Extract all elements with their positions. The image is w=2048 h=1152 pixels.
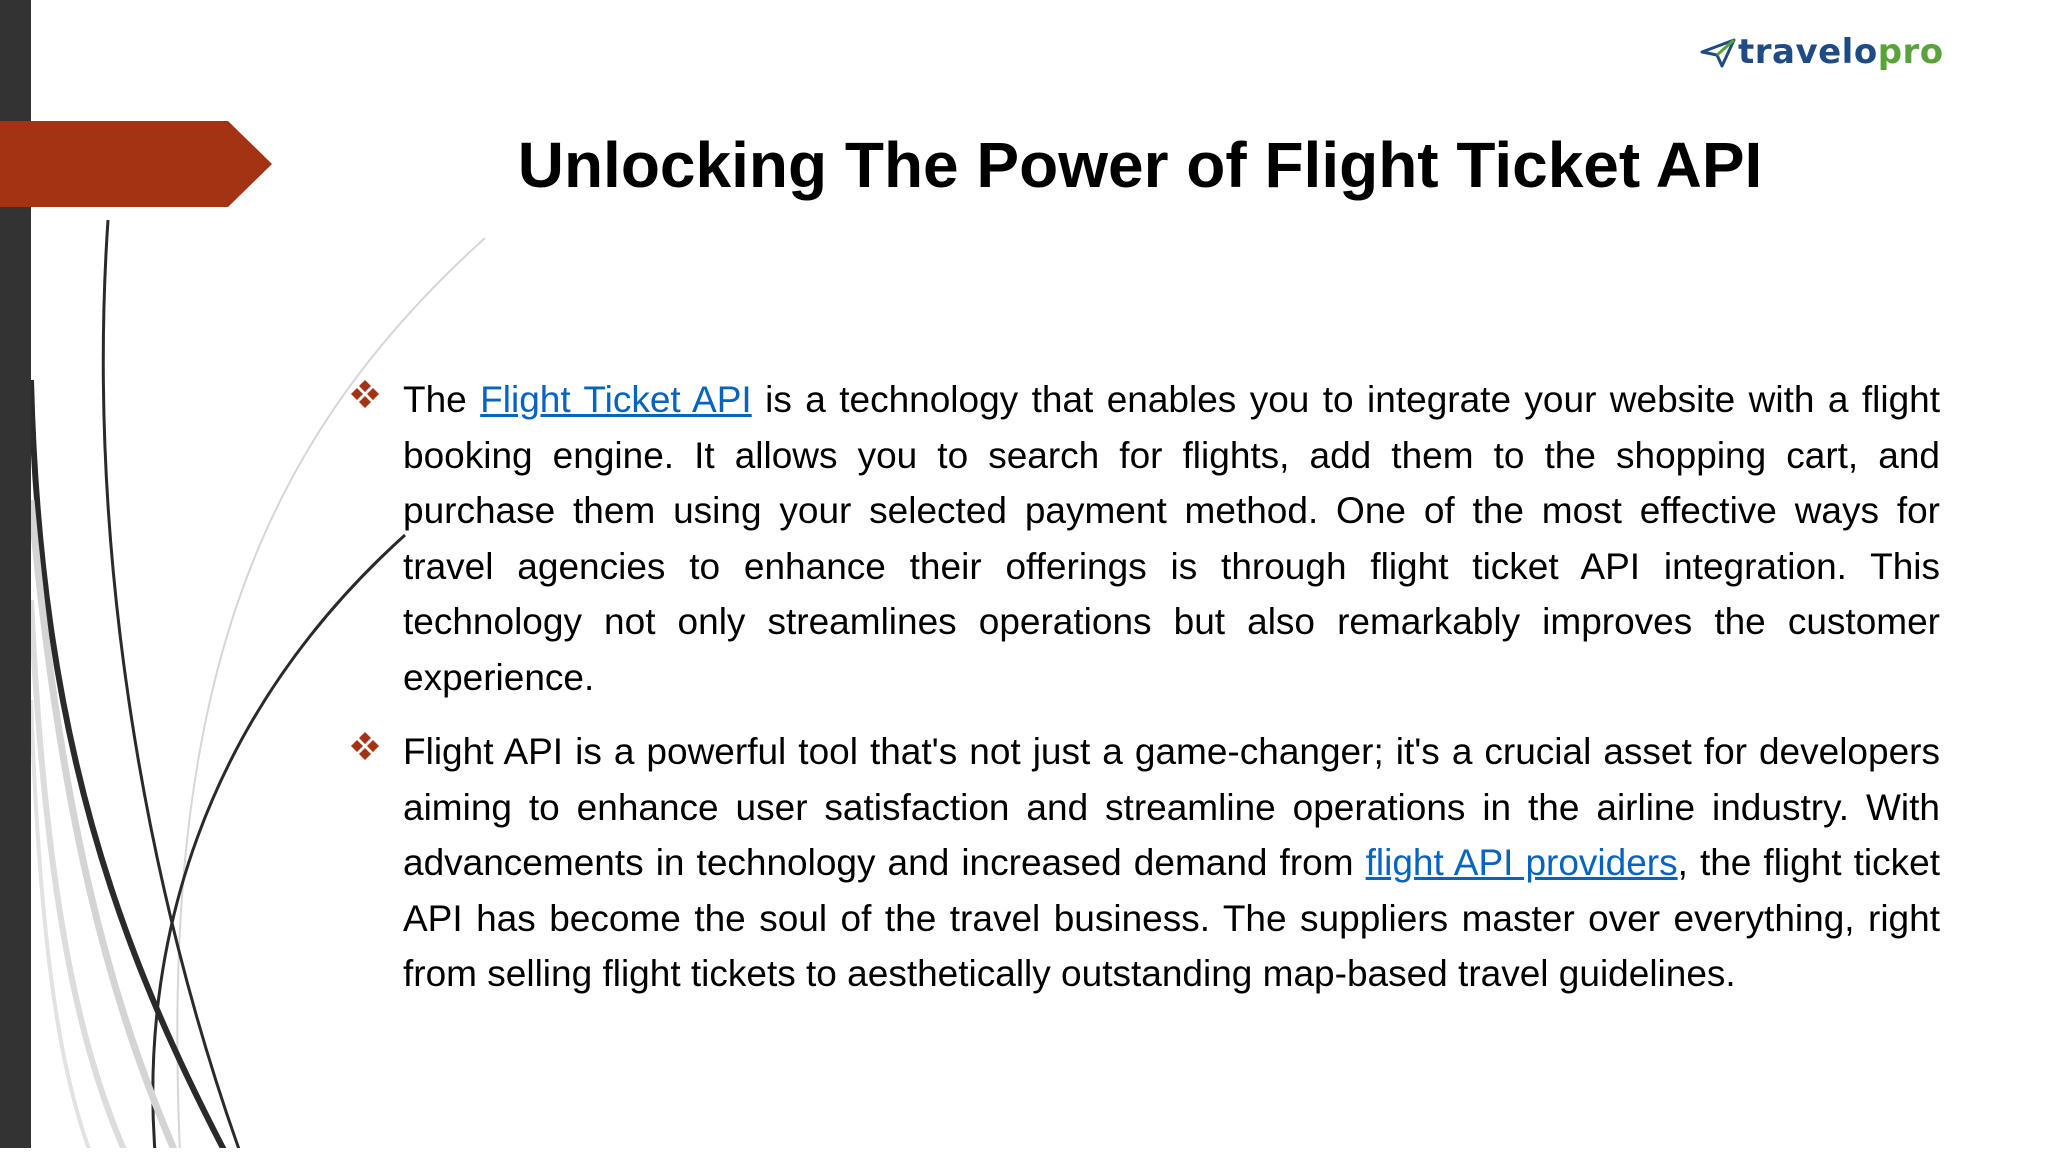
diamond-cluster-icon <box>350 731 380 761</box>
bullet-2-text-after-link: , the flight ticket API has become the soul of the travel business. The suppliers master over everything, right from selling flight tickets to aesthetically outstanding map-based travel guidelines. <box>403 842 1940 994</box>
bullet-item-1 <box>350 372 1940 705</box>
logo-text-travelo: travelo <box>1738 32 1878 72</box>
diamond-cluster-icon <box>350 379 380 409</box>
bullet-1-text-before-link: The <box>403 379 481 420</box>
accent-arrow-shape <box>0 121 272 207</box>
logo-text <box>1738 30 1944 74</box>
bullet-2-text-before-link: Flight API is a powerful tool that's not just a game-changer; it's a crucial asset for developers aiming to enhance user satisfaction and streamline operations in the airline industry. With advancements in technology and increased demand from <box>403 731 1940 883</box>
flight-ticket-api-link[interactable]: Flight Ticket API <box>480 379 752 420</box>
bullet-item-2 <box>350 724 1940 1002</box>
bullet-1-text-after-link: is a technology that enables you to integrate your website with a flight booking engine. It allows you to search for flights, add them to the shopping cart, and purchase them using your selected payment method. One of the most effective ways for travel agencies to enhance their offerings is through flight ticket API integration. This technology not only streamlines operations but also remarkably improves the customer experience. <box>403 379 1941 698</box>
travelopro-logo <box>1700 30 2000 74</box>
logo-text-pro: pro <box>1877 32 1944 72</box>
bullet-list <box>350 372 1940 1021</box>
bullet-paragraph-1 <box>403 372 1940 705</box>
slide-title: Unlocking The Power of Flight Ticket API <box>517 129 1763 201</box>
paper-plane-icon <box>1700 34 1736 70</box>
flight-api-providers-link[interactable]: flight API providers <box>1365 842 1678 883</box>
bottom-edge <box>0 1148 2048 1152</box>
bullet-paragraph-2 <box>403 724 1940 1002</box>
